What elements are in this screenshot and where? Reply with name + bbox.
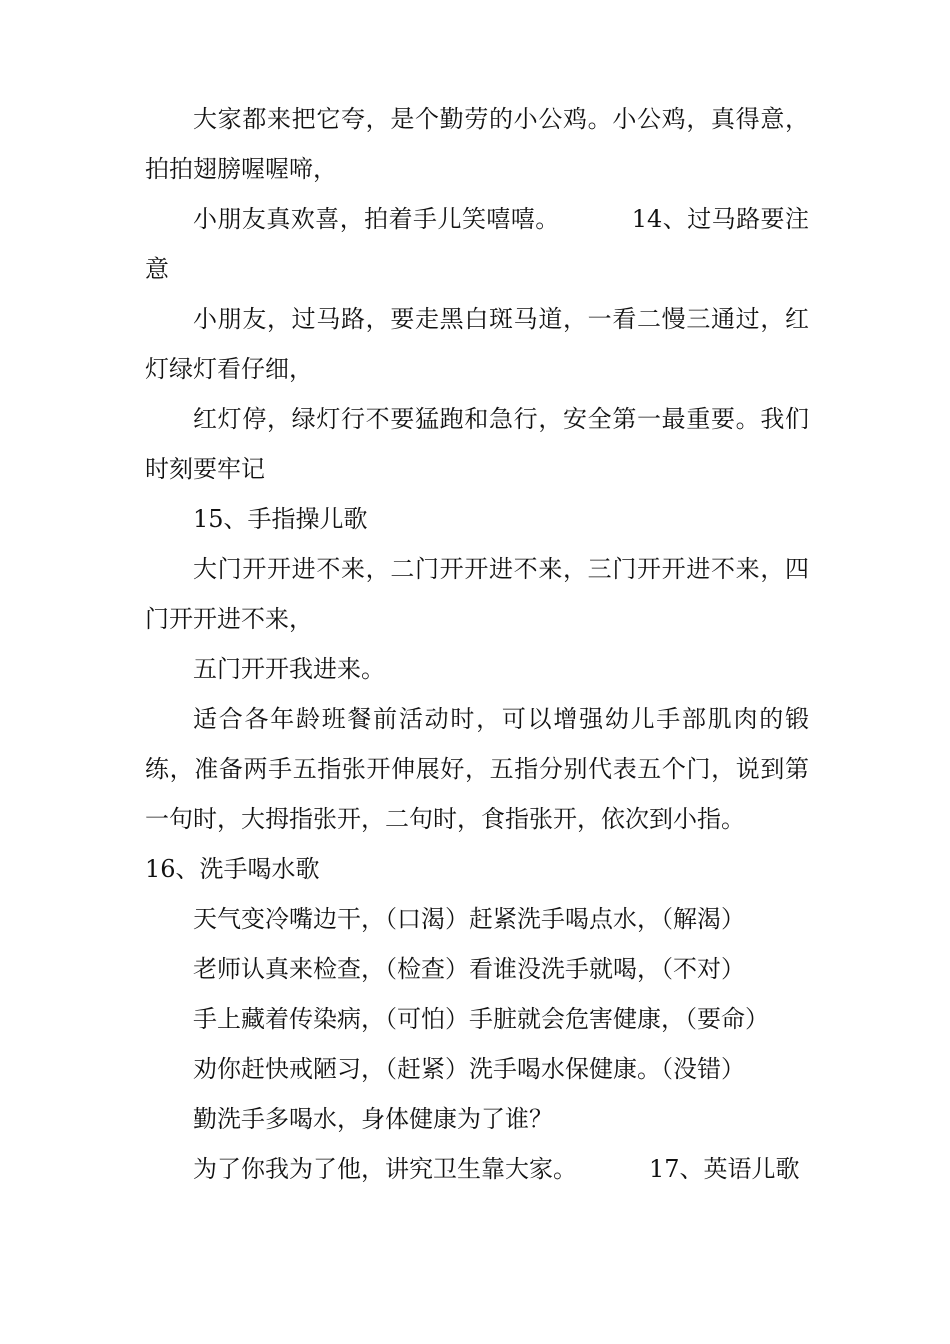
paragraph: 大家都来把它夸，是个勤劳的小公鸡。小公鸡，真得意，拍拍翅膀喔喔啼， [145,105,809,183]
body-text [145,94,809,1194]
paragraph: 小朋友，过马路，要走黑白斑马道，一看二慢三通过，红灯绿灯看仔细， [145,305,809,383]
paragraph: 红灯停，绿灯行不要猛跑和急行，安全第一最重要。我们时刻要牢记 [145,405,809,483]
paragraph: 天气变冷嘴边干，（口渴）赶紧洗手喝点水，（解渴） [193,905,745,933]
paragraph: 小朋友真欢喜，拍着手儿笑嘻嘻。 14、过马路要注意 [145,205,810,283]
paragraph: 五门开开我进来。 [193,655,385,683]
paragraph: 手上藏着传染病，（可怕）手脏就会危害健康，（要命） [193,1005,769,1033]
section-heading: 17、英语儿歌 [649,1155,800,1183]
paragraph: 大门开开进不来，二门开开进不来，三门开开进不来，四门开开进不来， [145,555,809,633]
paragraph: 为了你我为了他，讲究卫生靠大家。 17、英语儿歌 [193,1155,800,1183]
paragraph: 老师认真来检查，（检查）看谁没洗手就喝，（不对） [193,955,745,983]
paragraph: 勤洗手多喝水，身体健康为了谁？ [193,1105,553,1133]
section-heading: 16、洗手喝水歌 [145,855,320,883]
paragraph: 劝你赶快戒陋习，（赶紧）洗手喝水保健康。（没错） [193,1055,745,1083]
section-heading: 14、过马路要注意 [145,205,810,283]
section-heading: 15、手指操儿歌 [193,505,368,533]
paragraph: 适合各年龄班餐前活动时，可以增强幼儿手部肌肉的锻练，准备两手五指张开伸展好，五指分别代表五个门，说到第一句时，大拇指张开，二句时，食指张开，依次到小指。 [145,705,809,833]
